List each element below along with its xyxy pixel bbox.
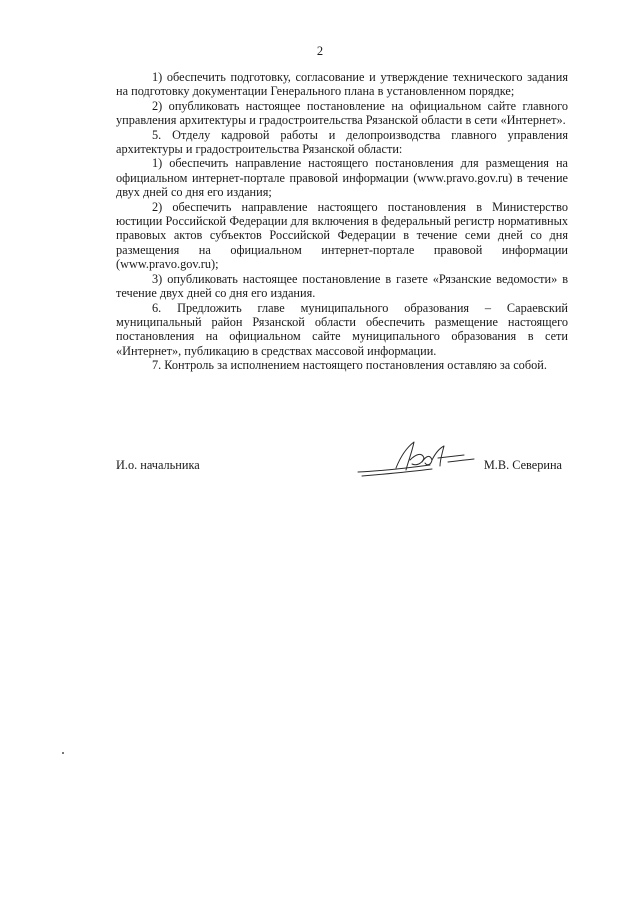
paragraph-item-5-3: 3) опубликовать настоящее постановление в газете «Рязанские ведомости» в течение двух дней со дня его издания. [116, 271, 568, 301]
signatory-position: И.о. начальника [116, 458, 200, 472]
handwritten-signature [352, 438, 482, 484]
scan-speck [62, 752, 64, 754]
paragraph-section-5: 5. Отделу кадровой работы и делопроизводства главного управления архитектуры и градостроительства Рязанской области: [116, 127, 568, 157]
signatory-name: М.В. Северина [483, 458, 562, 472]
signature-block [116, 450, 568, 490]
paragraph-item-5-2: 2) обеспечить направление настоящего постановления в Министерство юстиции Российской Федерации для включения в федеральный регистр нормативных правовых актов субъектов Российской Федерации в течение семи дней со дня размещения на официальном интернет-портале правовой информации (www.pravo.gov.ru); [116, 199, 568, 272]
paragraph-item-5-1: 1) обеспечить направление настоящего постановления для размещения на официальном интернет-портале правовой информации (www.pravo.gov.ru) в течение двух дней со дня его издания; [116, 156, 568, 200]
paragraph-section-7: 7. Контроль за исполнением настоящего постановления оставляю за собой. [152, 358, 547, 373]
paragraph-item-2: 2) опубликовать настоящее постановление на официальном сайте главного управления архитектуры и градостроительства Рязанской области в сети «Интернет». [116, 98, 568, 128]
paragraph-item-1: 1) обеспечить подготовку, согласование и утверждение технического задания на подготовку документации Генерального плана в установленном порядке; [116, 70, 568, 99]
page-number: 2 [316, 44, 324, 58]
document-body [116, 70, 568, 373]
paragraph-section-6: 6. Предложить главе муниципального образования – Сараевский муниципальный район Рязанской области обеспечить размещение настоящего постановления на официальном сайте муниципального образования в сети «Интернет», публикацию в средствах массовой информации. [116, 300, 568, 358]
